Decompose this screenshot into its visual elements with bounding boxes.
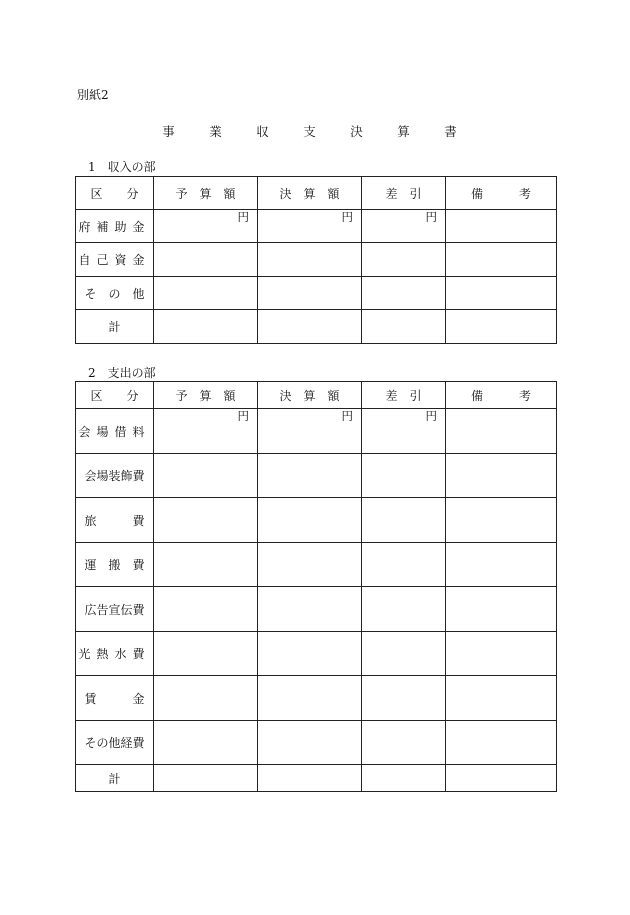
header-budget: 予 算 額 (154, 177, 258, 210)
header-difference: 差 引 (362, 177, 446, 210)
settlement-cell (258, 587, 362, 632)
table-row-total (76, 765, 557, 792)
settlement-cell (258, 543, 362, 587)
row-label: その他経費 (76, 721, 154, 765)
header-settlement: 決 算 額 (258, 177, 362, 210)
appendix-label: 別紙2 (77, 88, 109, 102)
header-difference: 差 引 (362, 382, 446, 409)
difference-cell (362, 454, 446, 498)
settlement-cell (258, 765, 362, 792)
row-label: 賃 金 (76, 676, 154, 721)
difference-cell (362, 676, 446, 721)
remarks-cell (446, 498, 557, 543)
table-header-row (76, 382, 557, 409)
difference-cell (362, 632, 446, 676)
table-row (76, 409, 557, 454)
remarks-cell (446, 765, 557, 792)
settlement-cell (258, 409, 362, 454)
budget-cell (154, 210, 258, 243)
row-label: 会場装飾費 (76, 454, 154, 498)
difference-cell (362, 210, 446, 243)
settlement-cell (258, 498, 362, 543)
yen-unit: 円 (237, 409, 249, 423)
settlement-cell (258, 721, 362, 765)
row-label: 広告宣伝費 (76, 587, 154, 632)
document-title: 事 業 収 支 決 算 書 (162, 124, 468, 139)
budget-cell (154, 587, 258, 632)
remarks-cell (446, 409, 557, 454)
settlement-cell (258, 632, 362, 676)
row-label: 計 (76, 765, 154, 792)
difference-cell (362, 409, 446, 454)
table-row (76, 277, 557, 310)
yen-unit: 円 (341, 409, 353, 423)
expense-section-heading: 2 支出の部 (88, 366, 156, 380)
remarks-cell (446, 454, 557, 498)
budget-cell (154, 543, 258, 587)
budget-cell (154, 454, 258, 498)
budget-cell (154, 277, 258, 310)
yen-unit: 円 (425, 210, 437, 224)
table-row (76, 454, 557, 498)
income-section-heading: 1 収入の部 (88, 160, 156, 174)
table-row-total (76, 310, 557, 344)
row-label: 自己資金 (76, 243, 154, 277)
yen-unit: 円 (341, 210, 353, 224)
yen-unit: 円 (237, 210, 249, 224)
settlement-cell (258, 310, 362, 344)
table-row (76, 587, 557, 632)
budget-cell (154, 721, 258, 765)
difference-cell (362, 277, 446, 310)
table-row (76, 498, 557, 543)
row-label: 府補助金 (76, 210, 154, 243)
table-row (76, 632, 557, 676)
difference-cell (362, 721, 446, 765)
yen-unit: 円 (425, 409, 437, 423)
budget-cell (154, 498, 258, 543)
table-row (76, 721, 557, 765)
remarks-cell (446, 277, 557, 310)
budget-cell (154, 409, 258, 454)
table-header-row (76, 177, 557, 210)
header-category: 区 分 (76, 382, 154, 409)
remarks-cell (446, 676, 557, 721)
difference-cell (362, 765, 446, 792)
remarks-cell (446, 210, 557, 243)
settlement-cell (258, 676, 362, 721)
row-label: 計 (76, 310, 154, 344)
row-label: 旅 費 (76, 498, 154, 543)
settlement-cell (258, 210, 362, 243)
budget-cell (154, 243, 258, 277)
difference-cell (362, 543, 446, 587)
expense-table (75, 381, 557, 792)
table-row (76, 676, 557, 721)
header-remarks: 備 考 (446, 177, 557, 210)
table-row (76, 543, 557, 587)
difference-cell (362, 310, 446, 344)
remarks-cell (446, 310, 557, 344)
budget-cell (154, 310, 258, 344)
difference-cell (362, 243, 446, 277)
settlement-cell (258, 243, 362, 277)
remarks-cell (446, 243, 557, 277)
budget-cell (154, 765, 258, 792)
budget-cell (154, 632, 258, 676)
header-settlement: 決 算 額 (258, 382, 362, 409)
row-label: そ の 他 (76, 277, 154, 310)
remarks-cell (446, 632, 557, 676)
table-row (76, 210, 557, 243)
income-table (75, 176, 557, 344)
table-row (76, 243, 557, 277)
difference-cell (362, 498, 446, 543)
settlement-cell (258, 277, 362, 310)
row-label: 運 搬 費 (76, 543, 154, 587)
settlement-cell (258, 454, 362, 498)
remarks-cell (446, 721, 557, 765)
header-remarks: 備 考 (446, 382, 557, 409)
remarks-cell (446, 587, 557, 632)
header-budget: 予 算 額 (154, 382, 258, 409)
row-label: 会場借料 (76, 409, 154, 454)
remarks-cell (446, 543, 557, 587)
header-category: 区 分 (76, 177, 154, 210)
budget-cell (154, 676, 258, 721)
difference-cell (362, 587, 446, 632)
row-label: 光熱水費 (76, 632, 154, 676)
